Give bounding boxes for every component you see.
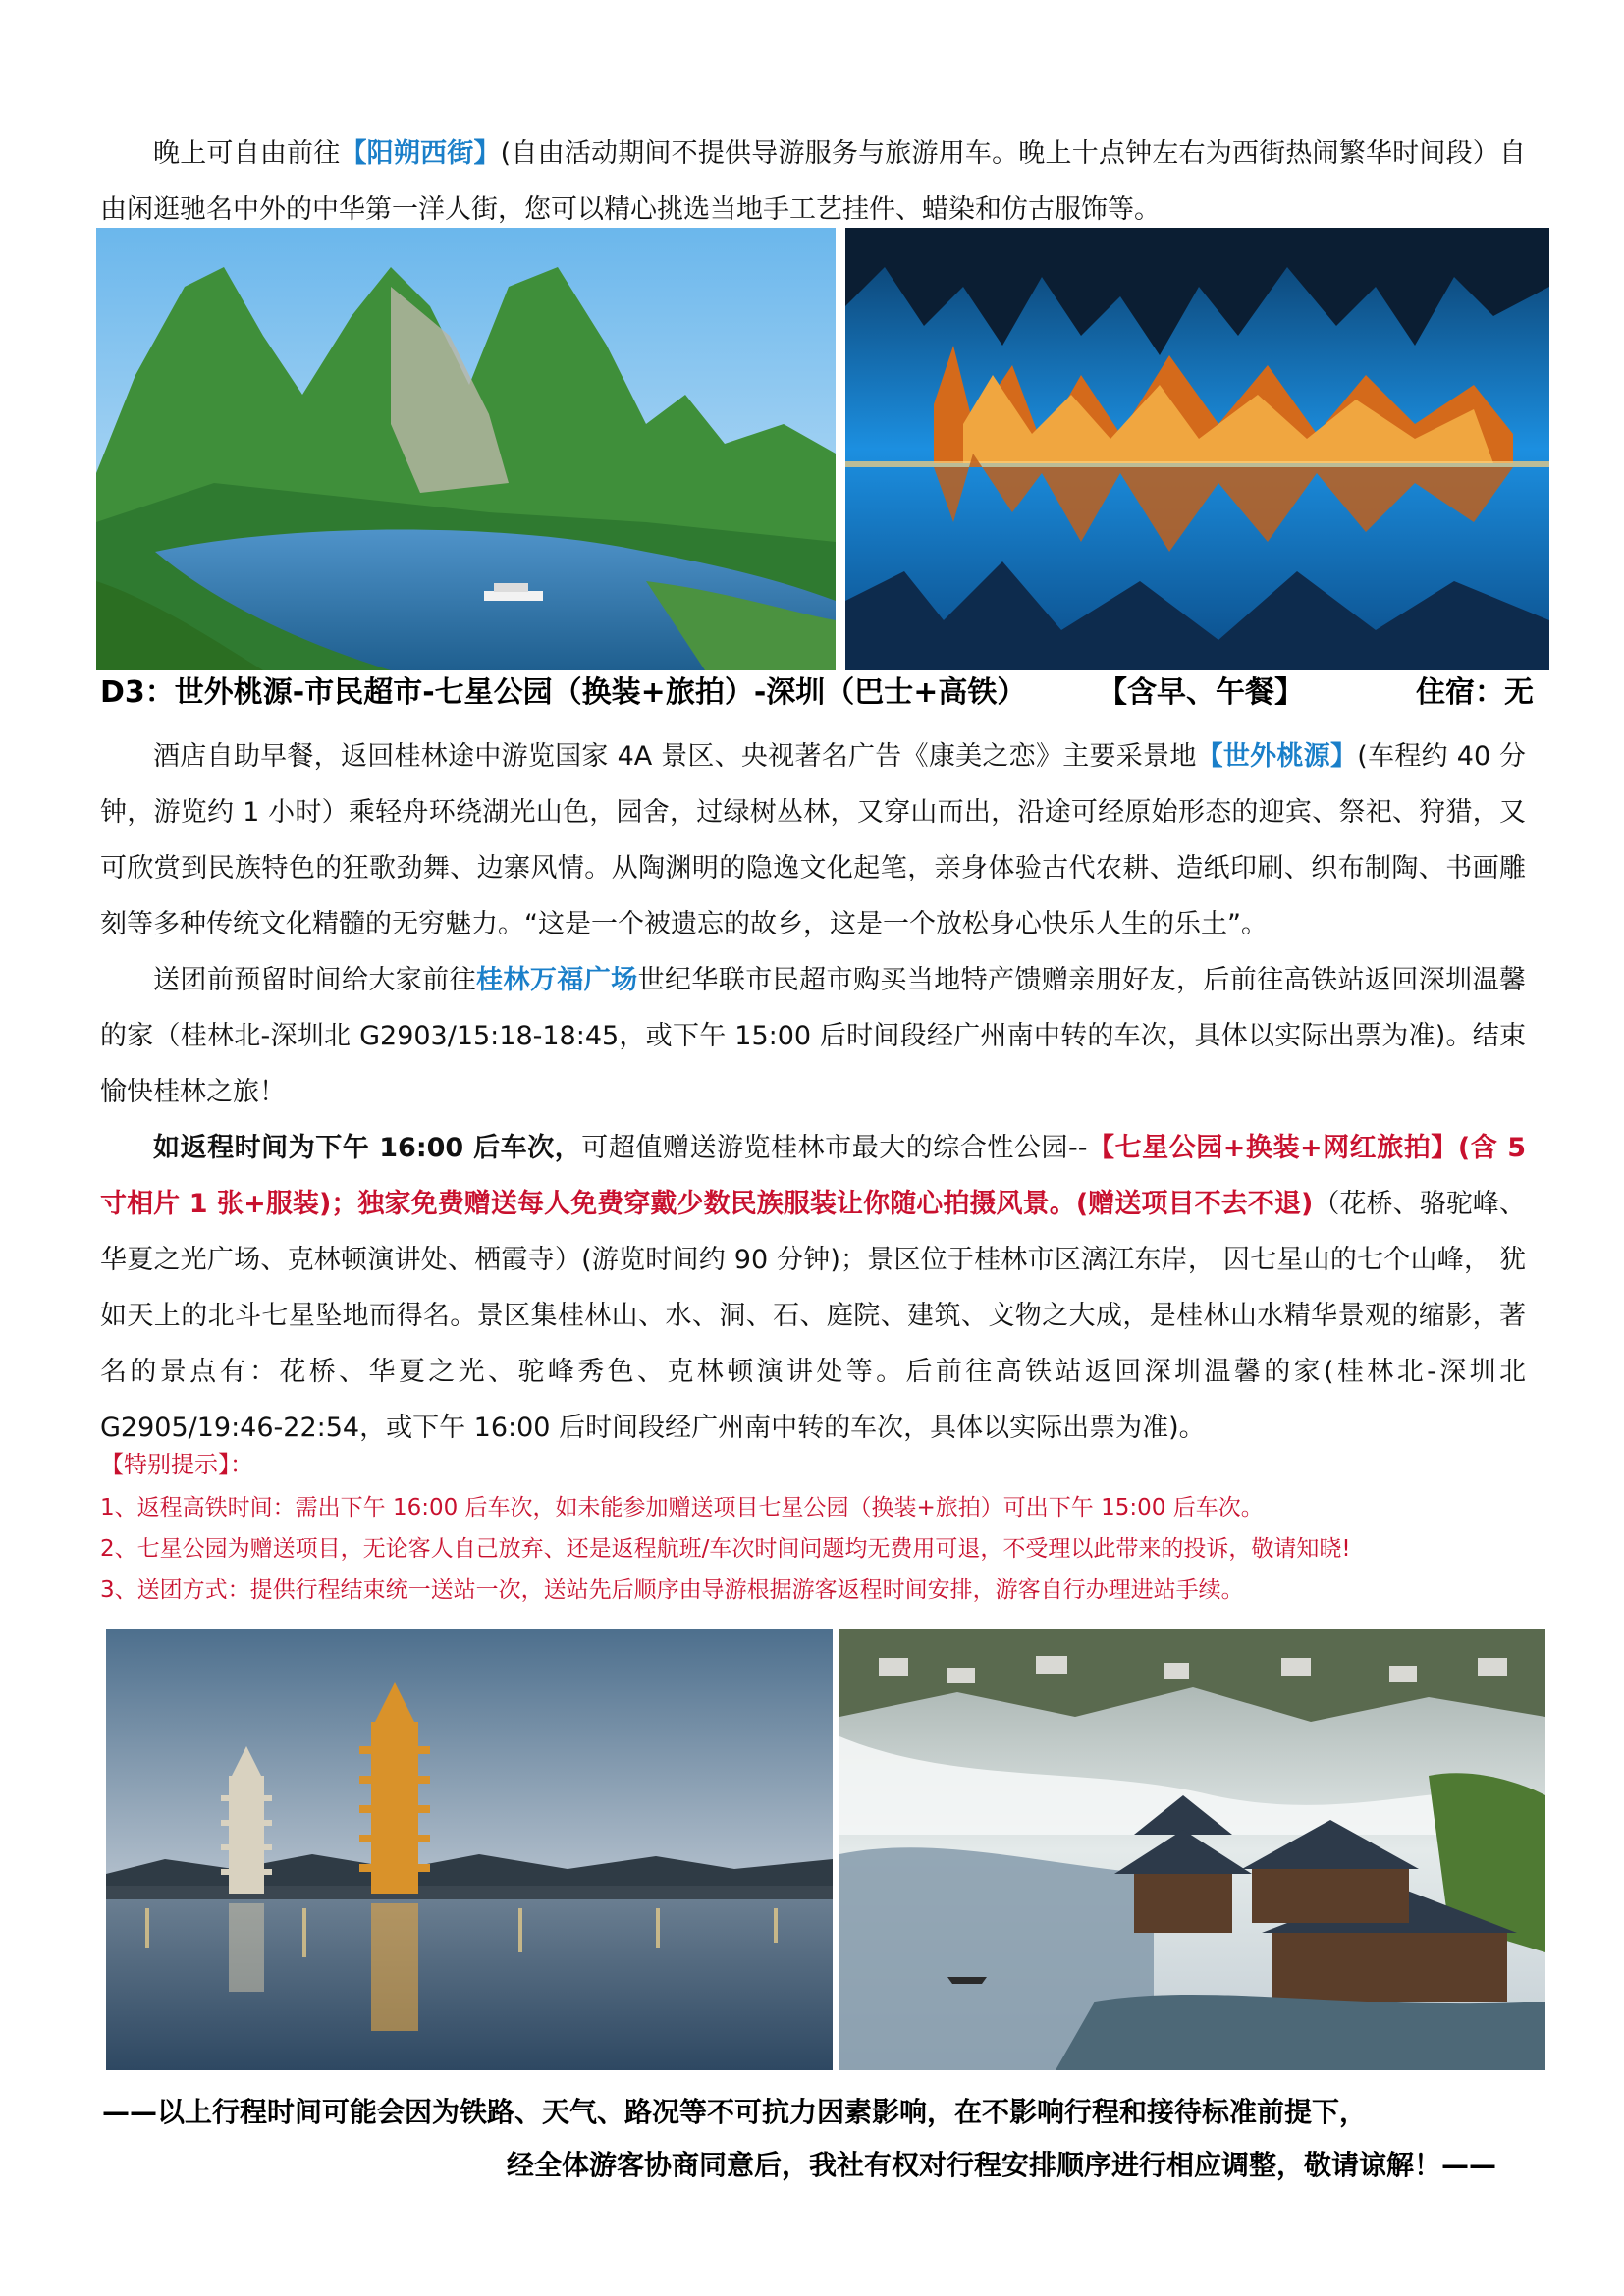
intro-paragraph [100, 126, 1526, 238]
day3-paragraph-1 [100, 728, 1526, 952]
tip-item-3: 3、送团方式：提供行程结束统一送站一次，送站先后顺序由导游根据游客返程时间安排，游客自行办理进站手续。 [100, 1577, 1244, 1603]
day3-p3-bold: 如返程时间为下午 16:00 后车次， [153, 1133, 582, 1163]
day3-p3-text: 可超值赠送游览桂林市最大的综合性公园-- [581, 1133, 1088, 1163]
intro-place-highlight: 【阳朔西街】 [340, 138, 501, 169]
day3-p2-text-2: 世纪华联市民超市购买当地特产馈赠亲朋好友，后前往高铁站返回深圳温馨的家（桂林北-深圳北 G2903/15:18-18:45，或下午 15:00 后时间段经广州南中转的车次，具体以实际出票为准)。结束愉快桂林之旅！ [100, 965, 1527, 1107]
twin-pagodas-photo [106, 1629, 833, 2070]
day3-paragraph-2 [100, 952, 1526, 1120]
day3-stay-label: 住宿：无 [1416, 675, 1534, 710]
day3-p1-place-highlight: 【世外桃源】 [1196, 741, 1358, 772]
day3-route-title: D3：世外桃源-市民超市-七星公园（换装+旅拍）-深圳（巴士+高铁） [100, 675, 1027, 710]
day3-p3-red-highlight: 【七星公园+换装+网红旅拍】(含 5 寸相片 1 张+服装)；独家免费赠送每人免费穿戴少数民族服装让你随心拍摄风景。(赠送项目不去不退) [100, 1133, 1526, 1219]
day3-meals-label: 【含早、午餐】 [1098, 675, 1304, 710]
misty-village-photo [839, 1629, 1545, 2070]
cave-reflection-photo [845, 228, 1549, 670]
tip-item-1: 1、返程高铁时间：需出下午 16:00 后车次，如未能参加赠送项目七星公园（换装+旅拍）可出下午 15:00 后车次。 [100, 1495, 1264, 1521]
day3-heading [100, 671, 1534, 715]
karst-river-photo [96, 228, 836, 670]
footer-disclaimer-line-1: ——以上行程时间可能会因为铁路、天气、路况等不可抗力因素影响，在不影响行程和接待标准前提下， [102, 2096, 1368, 2128]
day3-p1-text-2: (车程约 40 分钟，游览约 1 小时）乘轻舟环绕湖光山色，园舍，过绿树丛林，又穿山而出，沿途可经原始形态的迎宾、祭祀、狩猎，又可欣赏到民族特色的狂歌劲舞、边寨风情。从陶渊明的隐逸文化起笔，亲身体验古代农耕、造纸印刷、织布制陶、书画雕刻等多种传统文化精髓的无穷魅力。“这是一个被遗忘的故乡，这是一个放松身心快乐人生的乐土”。 [100, 741, 1527, 939]
footer-disclaimer-line-2: 经全体游客协商同意后，我社有权对行程安排顺序进行相应调整，敬请谅解！—— [507, 2149, 1497, 2181]
day3-p2-text: 送团前预留时间给大家前往 [153, 965, 477, 995]
day3-p3-text-2: （花桥、骆驼峰、华夏之光广场、克林顿演讲处、栖霞寺）(游览时间约 90 分钟)；景区位于桂林市区漓江东岸， 因七星山的七个山峰， 犹如天上的北斗七星坠地而得名。景区集桂林山、水、洞、石、庭院、建筑、文物之大成，是桂林山水精华景观的缩影，著名的景点有：花桥、华夏之光、驼峰秀色、克林顿演讲处等。后前往高铁站返回深圳温馨的家(桂林北-深圳北 G2905/19:46-22:54，或下午 16:00 后时间段经广州南中转的车次，具体以实际出票为准)。 [100, 1189, 1527, 1443]
intro-text: 晚上可自由前往 [153, 138, 341, 169]
day3-p2-place-highlight: 桂林万福广场 [476, 965, 638, 995]
intro-text-2: (自由活动期间不提供导游服务与旅游用车。晚上十点钟左右为西街热闹繁华时间段）自由闲逛驰名中外的中华第一洋人街，您可以精心挑选当地手工艺挂件、蜡染和仿古服饰等。 [100, 138, 1526, 225]
special-tips-title: 【特别提示】： [100, 1451, 253, 1478]
day3-p1-text: 酒店自助早餐，返回桂林途中游览国家 4A 景区、央视著名广告《康美之恋》主要采景地 [153, 741, 1197, 772]
tip-item-2: 2、七星公园为赠送项目，无论客人自己放弃、还是返程航班/车次时间问题均无费用可退，不受理以此带来的投诉，敬请知晓! [100, 1536, 1351, 1562]
day3-paragraph-3 [100, 1120, 1526, 1456]
